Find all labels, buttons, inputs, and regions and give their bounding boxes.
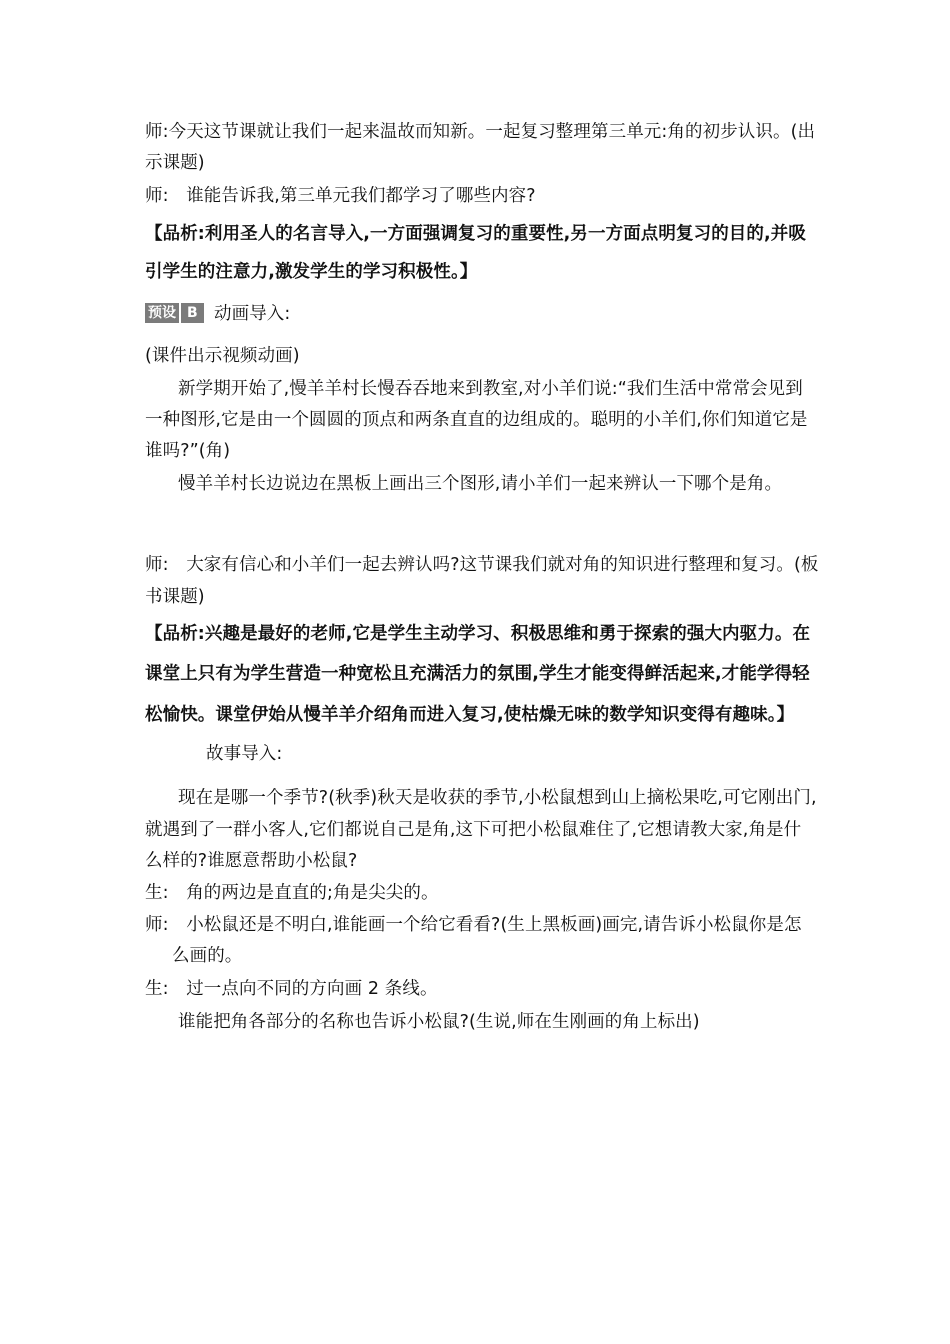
text-line: 么画的。 (172, 946, 243, 966)
preset-badge (145, 303, 204, 323)
section-heading: 故事导入: (206, 744, 283, 764)
text-line: 谁能把角各部分的名称也告诉小松鼠?(生说,师在生刚画的角上标出) (178, 1012, 700, 1032)
text-line: (课件出示视频动画) (145, 346, 300, 366)
preset-badge-label: 预设 (145, 303, 181, 323)
text-line: 慢羊羊村长边说边在黑板上画出三个图形,请小羊们一起来辨认一下哪个是角。 (178, 474, 783, 494)
analysis-line: 引学生的注意力,激发学生的学习积极性。】 (145, 262, 478, 282)
text-line: 生: 角的两边是直直的;角是尖尖的。 (145, 883, 439, 903)
text-line: 书课题) (145, 587, 205, 607)
preset-badge-letter: B (181, 303, 204, 323)
text-line: 生: 过一点向不同的方向画 2 条线。 (145, 979, 438, 999)
text-line: 一种图形,它是由一个圆圆的顶点和两条直直的边组成的。聪明的小羊们,你们知道它是 (145, 410, 808, 430)
analysis-line: 【品析:兴趣是最好的老师,它是学生主动学习、积极思维和勇于探索的强大内驱力。在 (145, 624, 811, 644)
text-line: 谁吗?”(角) (145, 441, 231, 461)
analysis-line: 课堂上只有为学生营造一种宽松且充满活力的氛围,学生才能变得鲜活起来,才能学得轻 (145, 664, 810, 684)
text-line: 么样的?谁愿意帮助小松鼠? (145, 851, 358, 871)
text-line: 示课题) (145, 153, 205, 173)
section-heading: 动画导入: (214, 304, 291, 324)
text-line: 师: 谁能告诉我,第三单元我们都学习了哪些内容? (145, 186, 536, 206)
text-line: 师:今天这节课就让我们一起来温故而知新。一起复习整理第三单元:角的初步认识。(出 (145, 122, 816, 142)
text-line: 师: 大家有信心和小羊们一起去辨认吗?这节课我们就对角的知识进行整理和复习。(板 (145, 555, 819, 575)
text-line: 新学期开始了,慢羊羊村长慢吞吞地来到教室,对小羊们说:“我们生活中常常会见到 (178, 379, 803, 399)
text-line: 师: 小松鼠还是不明白,谁能画一个给它看看?(生上黑板画)画完,请告诉小松鼠你是怎 (145, 915, 802, 935)
analysis-line: 【品析:利用圣人的名言导入,一方面强调复习的重要性,另一方面点明复习的目的,并吸 (145, 224, 806, 244)
text-line: 现在是哪一个季节?(秋季)秋天是收获的季节,小松鼠想到山上摘松果吃,可它刚出门, (178, 788, 817, 808)
analysis-line: 松愉快。课堂伊始从慢羊羊介绍角而进入复习,使枯燥无味的数学知识变得有趣味。】 (145, 705, 795, 725)
text-line: 就遇到了一群小客人,它们都说自己是角,这下可把小松鼠难住了,它想请教大家,角是什 (145, 820, 802, 840)
